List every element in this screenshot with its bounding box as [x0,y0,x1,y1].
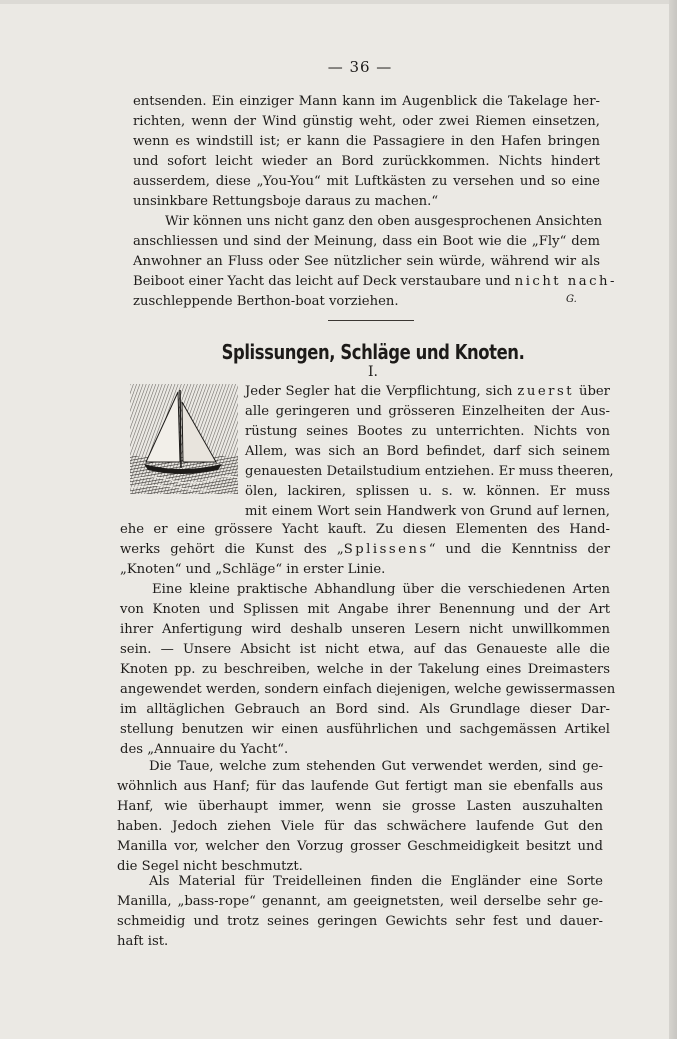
text-line: zuschleppende Berthon-boat vorziehen. [133,294,399,309]
paragraph-4 [117,872,603,952]
text-line: haft ist. [117,934,169,949]
text-line: Knoten pp. zu beschreiben, welche in der Takelung eines Dreimasters [120,662,610,677]
text-line: Eine kleine praktische Abhandlung über die verschiedenen Arten [152,582,610,597]
text-line [133,272,617,292]
text-line: ihrer Anfertigung wird deshalb unseren Lesern nicht unwillkommen [120,622,610,637]
text-line: rüstung seines Bootes zu unterrichten. Nichts von [245,424,610,439]
text-segment: über [574,384,610,399]
text-line [245,382,610,402]
page-edge-right [669,0,677,1039]
text-line: angewendet werden, sondern einfach diejenigen, welche gewissermassen [120,682,616,697]
text-line: Als Material für Treidelleinen finden die Engländer eine Sorte [149,874,603,889]
text-line [120,540,610,560]
text-line: Die Taue, welche zum stehenden Gut verwendet werden, sind ge- [149,759,603,774]
text-line: Manilla, „bass-rope“ genannt, am geeignetsten, weil derselbe sehr ge- [117,894,603,909]
text-line: schmeidig und trotz seines geringen Gewichts sehr fest und dauer- [117,914,603,929]
page-edge-top [0,0,677,4]
text-line: „Knoten“ und „Schläge“ in erster Linie. [120,562,386,577]
text-line: Anwohner an Fluss oder See nützlicher sein würde, während wir als [133,254,600,269]
paragraph-1-full [120,520,610,580]
text-line: anschliessen und sind der Meinung, dass ein Boot wie die „Fly“ dem [133,234,600,249]
paragraph-conclusion [133,212,617,312]
text-line: unsinkbare Rettungsboje daraus zu machen.“ [133,194,439,209]
text-line: ölen, lackiren, splissen u. s. w. können. Er muss [245,484,610,499]
sailing-yacht-illustration [130,384,238,494]
text-line: alle geringeren und grösseren Einzelheiten der Aus- [245,404,610,419]
text-line: mit einem Wort sein Handwerk von Grund auf lernen, [245,504,610,519]
text-segment: Jeder Segler hat die Verpflichtung, sich [245,384,518,399]
text-line: und sofort leicht wieder an Bord zurückkommen. Nichts hindert [133,154,600,169]
text-line: richten, wenn der Wind günstig weht, oder zwei Riemen einsetzen, [133,114,600,129]
section-number: I. [368,364,378,380]
text-line: wöhnlich aus Hanf; für das laufende Gut fertigt man sie ebenfalls aus [117,779,603,794]
spaced-emphasis: nicht nach- [514,274,617,289]
text-segment: Beiboot einer Yacht das leicht auf Deck verstaubare und [133,274,515,289]
paragraph-continued [133,92,600,212]
text-line: Manilla vor, welcher den Vorzug grosser Geschmeidigkeit besitzt und [117,839,603,854]
text-line: von Knoten und Splissen mit Angabe ihrer Benennung und der Art [120,602,610,617]
author-signature: G. [566,294,577,305]
paragraph-1-wrapped [245,382,614,522]
text-line: ausserdem, diese „You-You“ mit Luftkästen zu versehen und so eine [133,174,600,189]
text-line: Wir können uns nicht ganz den oben ausgesprochenen Ansichten [165,214,603,229]
text-line: ehe er eine grössere Yacht kauft. Zu diesen Elementen des Hand- [120,522,610,537]
section-heading: Splissungen, Schläge und Knoten. [221,340,525,364]
spaced-emphasis: Splissens [343,542,429,557]
text-line: Hanf, wie überhaupt immer, wenn sie grosse Lasten auszuhalten [117,799,603,814]
paragraph-2 [120,580,616,760]
text-line: im alltäglichen Gebrauch an Bord sind. Als Grundlage dieser Dar- [120,702,610,717]
text-line: des „Annuaire du Yacht“. [120,742,289,757]
text-line: stellung benutzen wir einen ausführlichen und sachgemässen Artikel [120,722,610,737]
text-segment: werks gehört die Kunst des „ [120,542,344,557]
text-line: Allem, was sich an Bord befindet, darf sich seinem [245,444,610,459]
text-line: wenn es windstill ist; er kann die Passagiere in den Hafen bringen [133,134,600,149]
section-divider [328,320,414,321]
text-segment: “ und die Kenntniss der [428,542,610,557]
text-line: entsenden. Ein einziger Mann kann im Augenblick die Takelage her- [133,94,600,109]
page-number: — 36 — [327,58,393,76]
text-line: genauesten Detailstudium entziehen. Er muss theeren, [245,464,614,479]
spaced-emphasis: zuerst [517,384,575,399]
text-line: die Segel nicht beschmutzt. [117,859,303,874]
text-line: sein. — Unsere Absicht ist nicht etwa, auf das Genaueste alle die [120,642,610,657]
paragraph-3 [117,757,603,877]
text-line: haben. Jedoch ziehen Viele für das schwächere laufende Gut den [117,819,603,834]
